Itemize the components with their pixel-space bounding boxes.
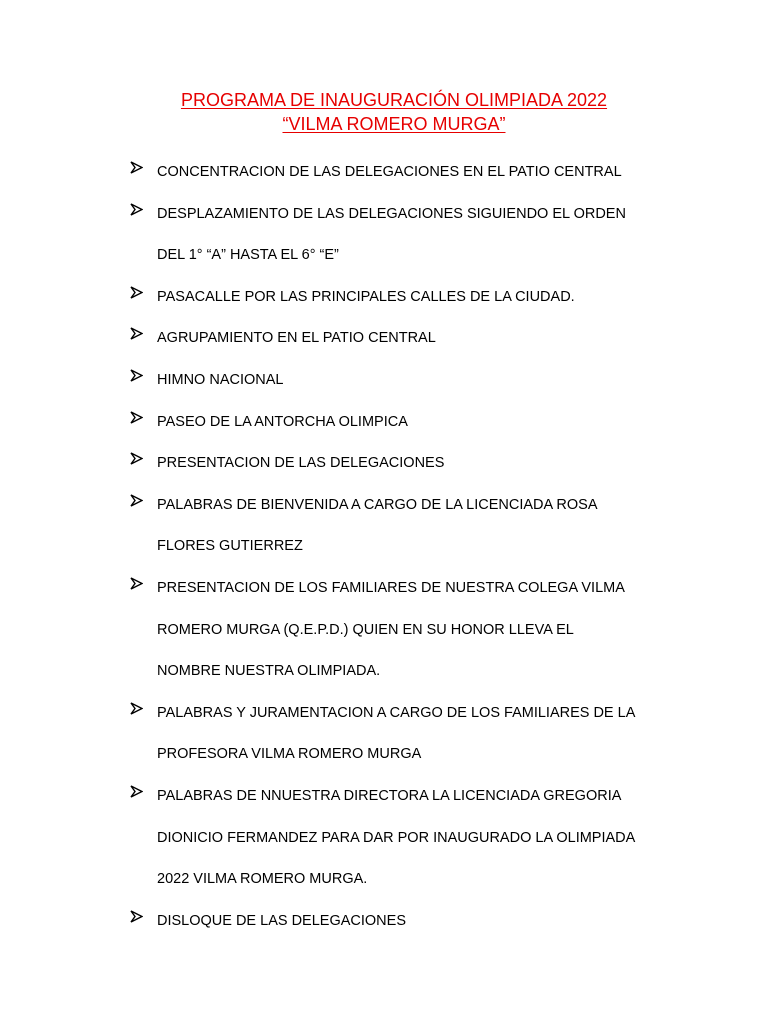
arrow-bullet-icon [130, 485, 144, 515]
program-item [130, 402, 730, 444]
title-line-2: “VILMA ROMERO MURGA” [282, 114, 506, 134]
program-item-text: PRESENTACION DE LAS DELEGACIONES [157, 455, 445, 472]
program-item [130, 152, 730, 194]
program-item [130, 776, 730, 901]
program-item [130, 485, 730, 568]
arrow-bullet-icon [130, 152, 144, 182]
program-item [130, 443, 730, 485]
arrow-bullet-icon [130, 194, 144, 224]
program-item-text: DISLOQUE DE LAS DELEGACIONES [157, 912, 406, 929]
program-item [130, 693, 730, 776]
program-item-text: DIONICIO FERMANDEZ PARA DAR POR INAUGURADO LA OLIMPIADA [157, 829, 636, 846]
arrow-bullet-icon [130, 568, 144, 598]
program-item-text: CONCENTRACION DE LAS DELEGACIONES EN EL PATIO CENTRAL [157, 164, 622, 180]
document-title [0, 88, 768, 136]
program-item-text: PROFESORA VILMA ROMERO MURGA [157, 746, 422, 763]
program-item-text: PALABRAS Y JURAMENTACION A CARGO DE LOS FAMILIARES DE LA [157, 704, 636, 721]
program-item [130, 277, 730, 319]
program-item [130, 901, 730, 943]
program-item-text: HIMNO NACIONAL [157, 371, 284, 388]
arrow-bullet-icon [130, 318, 144, 348]
arrow-bullet-icon [130, 901, 144, 931]
program-item-text: PASACALLE POR LAS PRINCIPALES CALLES DE LA CIUDAD. [157, 288, 575, 305]
arrow-bullet-icon [130, 360, 144, 390]
program-item [130, 194, 730, 277]
program-item-text: DESPLAZAMIENTO DE LAS DELEGACIONES SIGUIENDO EL ORDEN [157, 205, 626, 222]
arrow-bullet-icon [130, 402, 144, 432]
arrow-bullet-icon [130, 277, 144, 307]
program-item-text: FLORES GUTIERREZ [157, 538, 303, 555]
program-item-text: PRESENTACION DE LOS FAMILIARES DE NUESTRA COLEGA VILMA [157, 579, 625, 596]
arrow-bullet-icon [130, 693, 144, 723]
program-item-text: ROMERO MURGA (Q.E.P.D.) QUIEN EN SU HONOR LLEVA EL [157, 621, 574, 638]
program-item [130, 318, 730, 360]
program-item-text: AGRUPAMIENTO EN EL PATIO CENTRAL [157, 330, 436, 347]
program-item-text: PASEO DE LA ANTORCHA OLIMPICA [157, 413, 408, 430]
program-item-text: 2022 VILMA ROMERO MURGA. [157, 871, 368, 888]
program-item [130, 568, 730, 693]
program-item-text: PALABRAS DE BIENVENIDA A CARGO DE LA LICENCIADA ROSA [157, 496, 598, 513]
arrow-bullet-icon [130, 443, 144, 473]
program-item [130, 360, 730, 402]
program-item-text: DEL 1° “A” HASTA EL 6° “E” [157, 247, 339, 264]
title-line-1: PROGRAMA DE INAUGURACIÓN OLIMPIADA 2022 [180, 90, 608, 110]
program-item-text: PALABRAS DE NNUESTRA DIRECTORA LA LICENCIADA GREGORIA [157, 787, 622, 804]
arrow-bullet-icon [130, 776, 144, 806]
program-list [130, 152, 730, 942]
program-item-text: NOMBRE NUESTRA OLIMPIADA. [157, 663, 381, 680]
